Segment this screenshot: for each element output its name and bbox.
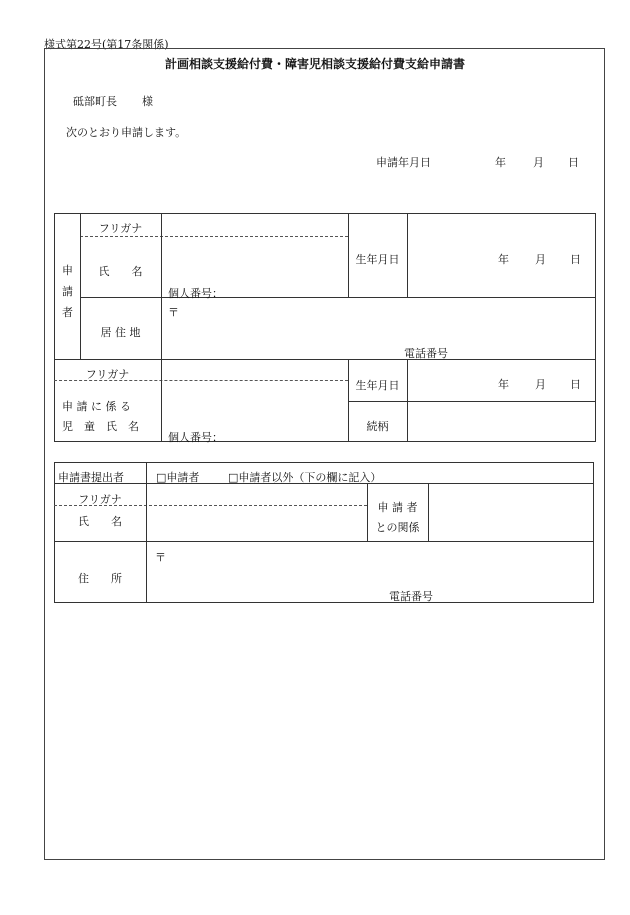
applicant-furigana-label: フリガナ — [98, 222, 143, 235]
honorific: 様 — [142, 95, 153, 108]
intro-text: 次のとおり申請します。 — [66, 126, 187, 139]
applicant-personal-number-label: 個人番号： — [168, 287, 223, 300]
submitter-postal-mark: 〒 — [155, 551, 166, 564]
submitter-option-other[interactable]: □申請者以外（下の欄に記入） — [228, 471, 382, 484]
child-birth-month: 月 — [535, 378, 546, 391]
applicant-phone-label: 電話番号 — [404, 347, 448, 360]
applicant-birth-month: 月 — [535, 253, 546, 266]
form-number: 様式第22号(第17条関係) — [44, 38, 169, 51]
applicant-postal-mark: 〒 — [168, 306, 179, 319]
child-name-label-2: 児 童 氏 名 — [62, 420, 139, 433]
application-year: 年 — [495, 156, 506, 169]
applicant-address-label: 居 住 地 — [100, 326, 141, 339]
child-furigana-label: フリガナ — [85, 368, 130, 381]
submitter-name-label: 氏 名 — [78, 515, 122, 528]
applicant-section-label-1: 申 — [62, 264, 73, 277]
submitter-label: 申請書提出者 — [58, 471, 124, 484]
child-personal-number-label: 個人番号： — [168, 431, 223, 444]
child-birth-label: 生年月日 — [355, 379, 400, 392]
child-birth-year: 年 — [498, 378, 509, 391]
child-relation-label: 続柄 — [366, 420, 389, 433]
submitter-furigana-label: フリガナ — [78, 493, 122, 506]
application-month: 月 — [533, 156, 544, 169]
submitter-relation-label-1: 申 請 者 — [377, 501, 418, 514]
applicant-birth-year: 年 — [498, 253, 509, 266]
submitter-option-applicant[interactable]: □申請者 — [156, 471, 200, 484]
submitter-address-label: 住 所 — [78, 572, 122, 585]
form-frame — [44, 48, 605, 860]
applicant-section-label-2: 請 — [62, 285, 73, 298]
submitter-relation-label-2: との関係 — [375, 521, 420, 534]
child-birth-day: 日 — [570, 378, 581, 391]
applicant-name-label: 氏 名 — [98, 265, 143, 278]
applicant-birth-label: 生年月日 — [355, 253, 400, 266]
applicant-birth-day: 日 — [570, 253, 581, 266]
child-name-label-1: 申 請 に 係 る — [62, 400, 131, 413]
application-date-label: 申請年月日 — [376, 156, 431, 169]
addressee: 砥部町長 — [73, 95, 117, 108]
form-title: 計画相談支援給付費・障害児相談支援給付費支給申請書 — [164, 57, 465, 71]
submitter-phone-label: 電話番号 — [389, 590, 433, 603]
application-day: 日 — [568, 156, 579, 169]
applicant-section-label-3: 者 — [62, 306, 73, 319]
